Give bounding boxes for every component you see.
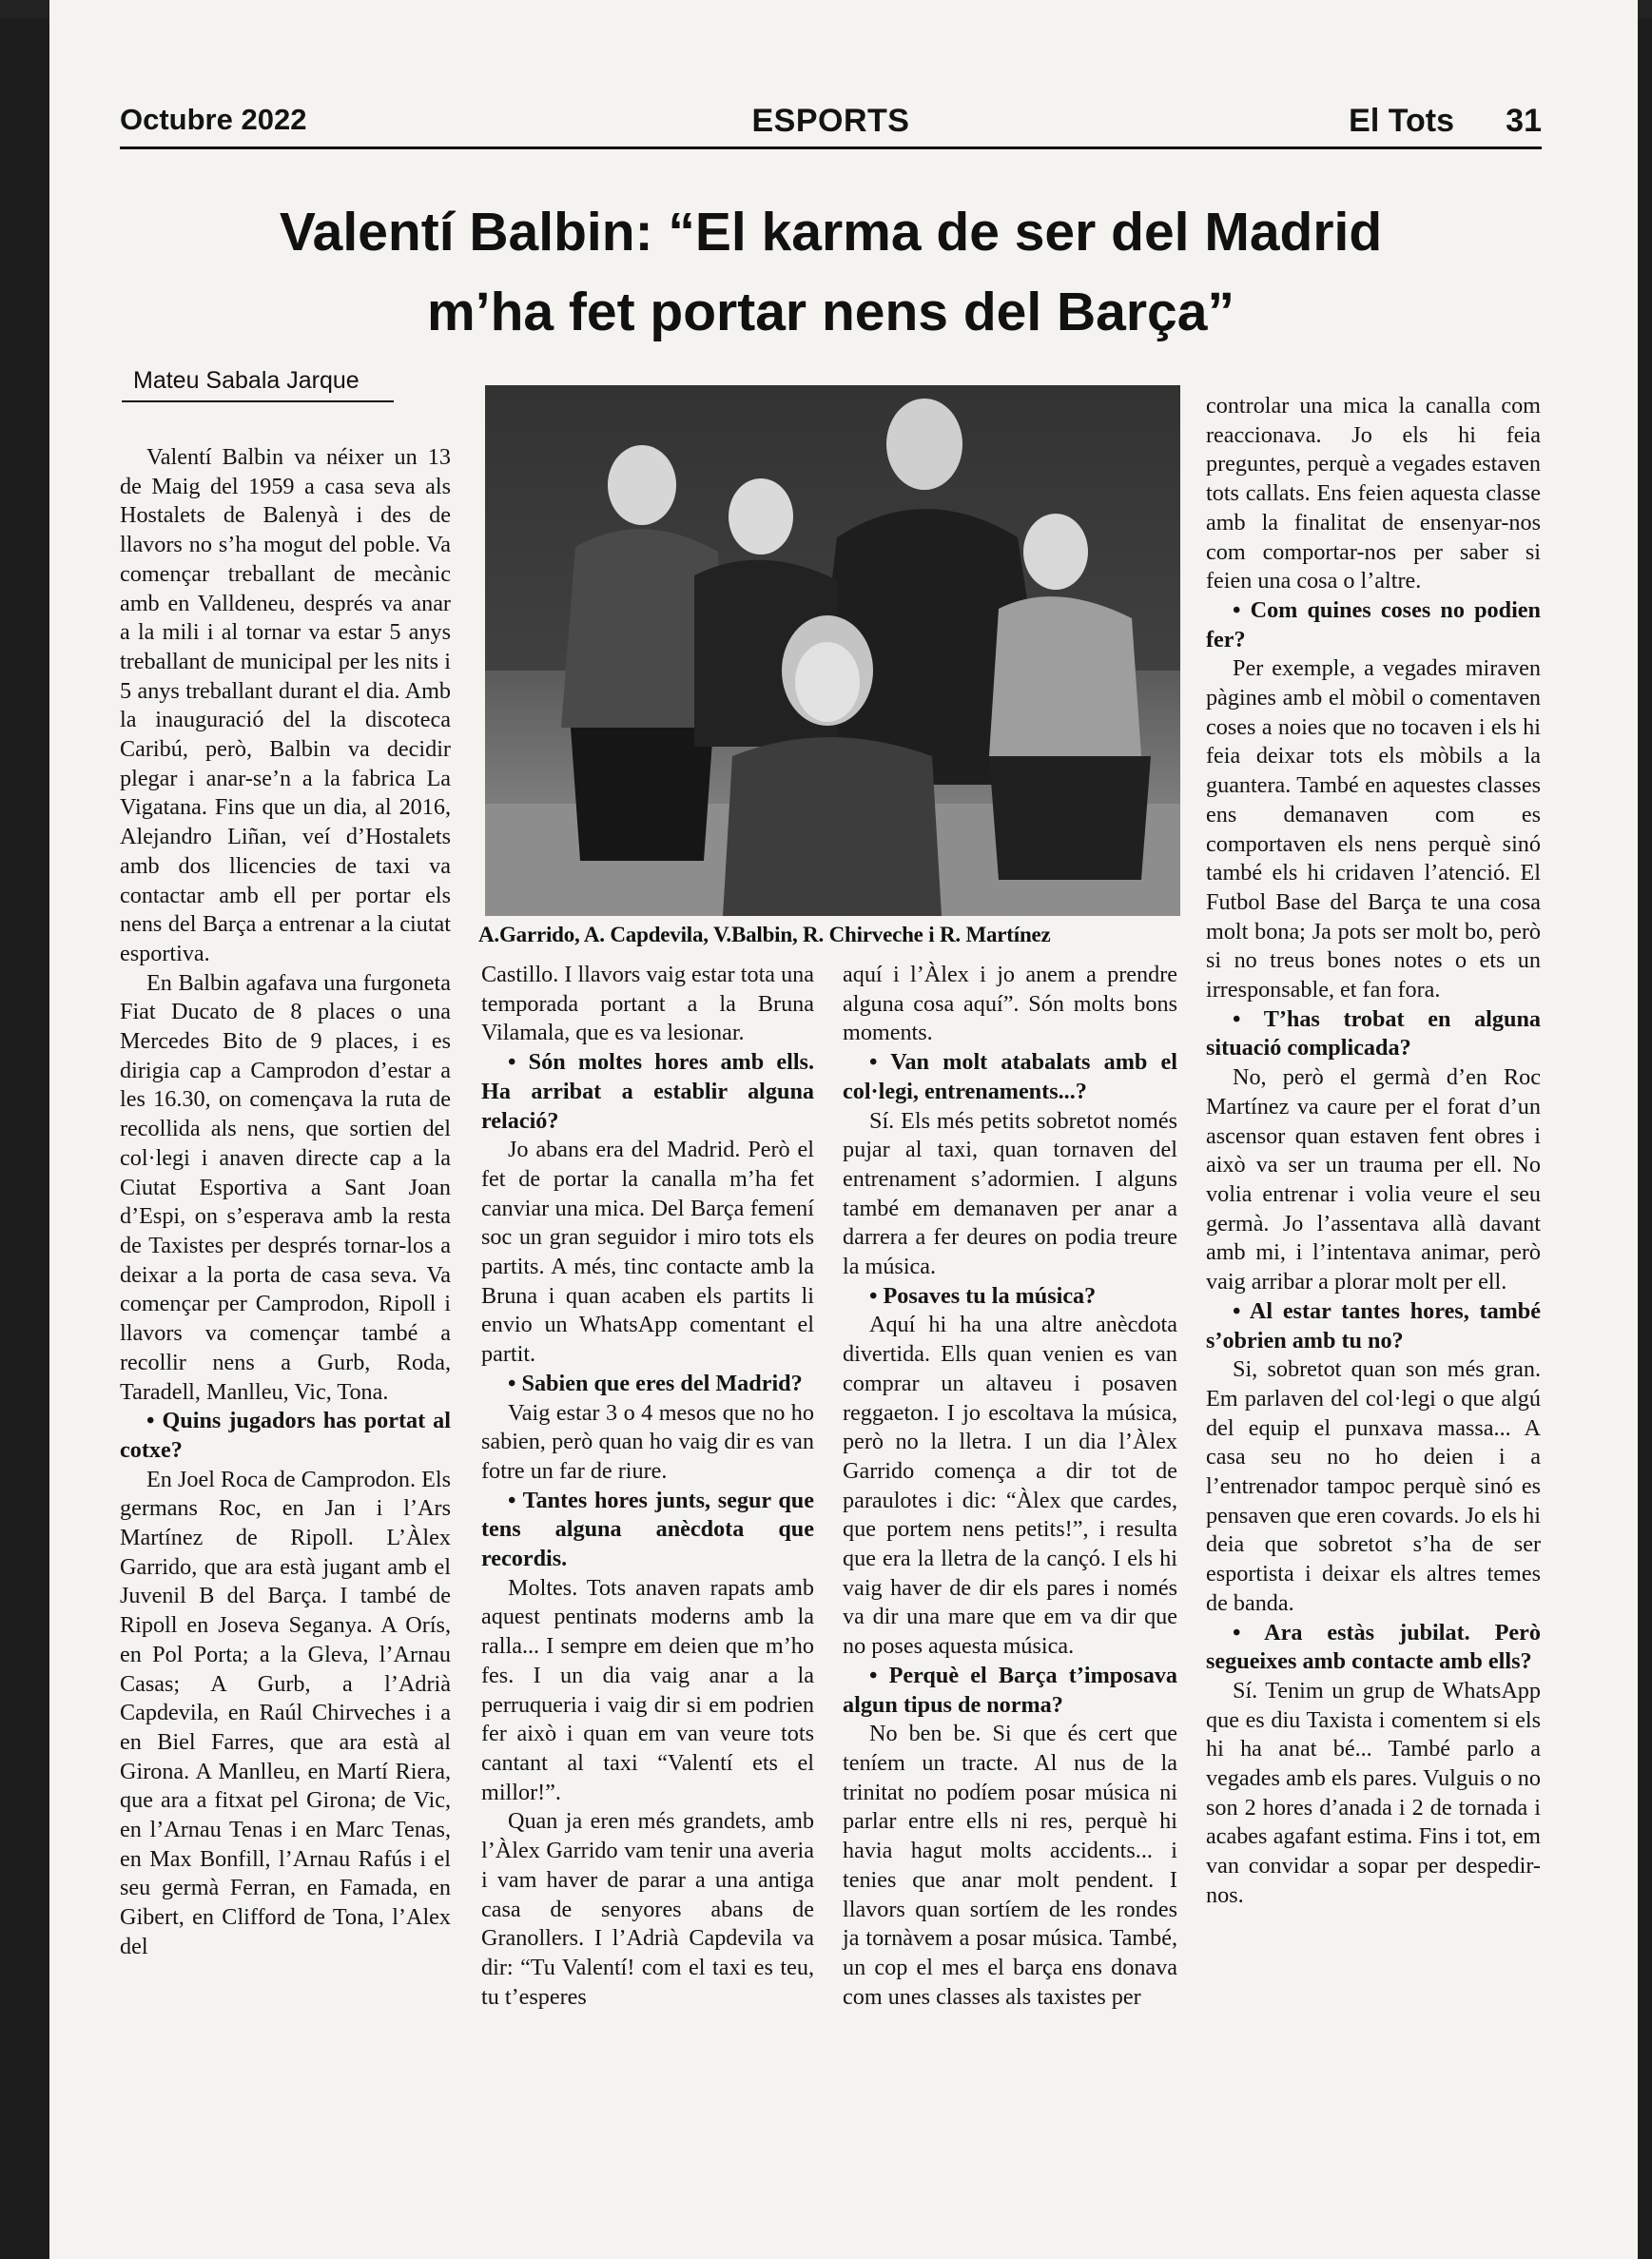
interview-question: • Perquè el Barça t’imposava algun tipus de norma? [843,1662,1177,1718]
headline-line-2: m’ha fet portar nens del Barça” [427,282,1234,342]
magazine-name: El Tots [1349,103,1454,139]
page-number: 31 [1506,103,1542,139]
body-paragraph: No ben be. Si que és cert que teníem un tracte. Al nus de la trinitat no podíem posar música ni parlar entre ells ni res, perquè hi havia hagut molts accidents... i tenies que anar molt pendent. I llavors quan sortíem de les rondes ja tornàvem a posar música. També, un cop el mes el barça ens donava com unes classes als taxistes per [843,1721,1177,2010]
photo-caption: A.Garrido, A. Capdevila, V.Balbin, R. Chirveche i R. Martínez [478,923,1051,946]
body-paragraph: Quan ja eren més grandets, amb l’Àlex Garrido vam tenir una averia i vam haver de parar a una antiga casa de senyores abans de Granollers. I l’Adrià Capdevila va dir: “Tu Valentí! com el taxi es teu, tu t’esperes [481,1808,814,2010]
body-paragraph: Si, sobretot quan son més gran. Em parlaven del col·legi o que algú del equip el punxava massa... A casa seu no ho deien i a l’entrenador tampoc perquè sinó es pensaven que eren covards. Jo els hi deia que sobretot s’ha de ser esportista i deixar els altres temes de banda. [1206,1356,1541,1616]
interview-question: • Posaves tu la música? [869,1282,1097,1309]
body-paragraph: Per exemple, a vegades miraven pàgines amb el mòbil o comentaven coses a noies que no tocaven i els hi feia deixar tots els mòbils a la guantera. També en aquestes classes ens demanaven com es comportaven els nens perquè sinó també els hi cridaven l’atenció. El Futbol Base del Barça te una cosa molt bona; Ja pots ser molt bo, però si no treus bones notes o ets un irresponsable, et fan fora. [1206,655,1541,1003]
body-paragraph: Castillo. I llavors vaig estar tota una temporada portant a la Bruna Vilamala, que es va lesionar. [481,962,814,1046]
interview-question: • Són moltes hores amb ells. Ha arribat a establir alguna relació? [481,1049,814,1134]
photo-illustration [485,385,1180,916]
section-title: ESPORTS [751,103,910,139]
article-column-4 [1206,392,1541,1911]
group-photo [485,385,1180,916]
byline-underline [122,400,394,402]
body-paragraph: controlar una mica la canalla com reaccionava. Jo els hi feia preguntes, perquè a vegades estaven tots callats. Ens feien aquesta classe amb la finalitat de ensenyar-nos com comportar-nos per saber si feien una cosa o l’altre. [1206,393,1541,594]
author-byline: Mateu Sabala Jarque [133,367,360,394]
interview-question: • Sabien que eres del Madrid? [508,1370,803,1396]
body-paragraph: Sí. Els més petits sobretot només pujar al taxi, quan tornaven del entrenament s’adormien. I alguns també em demanaven per anar a darrera a fer deures on podia treure la música. [843,1107,1177,1280]
header-rule [120,146,1542,149]
body-paragraph: aquí i l’Àlex i jo anem a prendre alguna cosa aquí”. Són molts bons moments. [843,962,1177,1046]
body-paragraph: No, però el germà d’en Roc Martínez va caure per el forat d’un ascensor quan estaven fent obres i això va ser un trauma per ell. No volia entrenar i volia veure el seu germà. Jo l’assentava allà davant amb mi, i l’intentava animar, però vaig arribar a plorar molt per ell. [1206,1064,1541,1295]
article-column-3 [843,961,1177,2012]
body-paragraph: Moltes. Tots anaven rapats amb aquest pentinats moderns amb la ralla... I sempre em deien que m’ho fes. I un dia vaig anar a la perruqueria i vaig dir si em podrien fer això i quan em van veure tots cantant al taxi “Valentí ets el millor!”. [481,1574,814,1805]
interview-question: • Van molt atabalats amb el col·legi, entrenaments...? [843,1049,1177,1104]
body-paragraph: En Balbin agafava una furgoneta Fiat Ducato de 8 places o una Mercedes Bito de 9 places, i es dirigia cap a Camprodon d’estar a les 16.30, on començava la ruta de recollida als nens, que sortien del col·legi i anaven directe cap a la Ciutat Esportiva a Sant Joan d’Espi, on s’esperava amb la resta de Taxistes per després tornar-los a deixar a la porta de casa seva. Va començar per Camprodon, Ripoll i llavors va començar també a recollir nens a Gurb, Roda, Taradell, Manlleu, Vic, Tona. [120,969,451,1405]
body-paragraph: En Joel Roca de Camprodon. Els germans Roc, en Jan i l’Ars Martínez de Ripoll. L’Àlex Garrido, que ara està jugant amb el Juvenil B del Barça. I també de Ripoll en Joseva Seganya. A Orís, en Pol Porta; a la Gleva, l’Arnau Casas; A Gurb, a l’Adrià Capdevila, en Raúl Chirveches i a en Biel Farres, que ara està al Girona. A Manlleu, en Martí Riera, que ara a fitxat pel Girona; de Vic, en l’Arnau Tenas i en Marc Tenas, en Max Bonfill, l’Arnau Rafús i el seu germà Ferran, en Famada, en Gibert, en Clifford de Tona, l’Alex del [120,1466,451,1959]
interview-question: • T’has trobat en alguna situació complicada? [1206,1005,1541,1061]
body-paragraph: Aquí hi ha una altre anècdota divertida. Ells quan venien es van comprar un altaveu i posaven reggaeton. I jo escoltava la música, però no la lletra. I un dia l’Àlex Garrido comença a dir tot de paraulotes i dic: “Àlex que cardes, que portem nens petits!”, i resulta que era la lletra de la cançó. I els hi vaig haver de dir els pares i només va dir una mare que em va dir que no poses aquesta música. [843,1312,1177,1660]
article-column-1 [120,443,451,1962]
interview-question: • Com quines coses no podien fer? [1206,596,1541,652]
body-paragraph: Jo abans era del Madrid. Però el fet de portar la canalla m’ha fet canviar una mica. Del Barça femení soc un gran seguidor i miro tots els partits. A més, tinc contacte amb la Bruna i quan acaben els partits li envio un WhatsApp comentant el partit. [481,1137,814,1368]
interview-question: • Quins jugadors has portat al cotxe? [120,1408,451,1463]
issue-date: Octubre 2022 [120,103,307,136]
interview-question: • Tantes hores junts, segur que tens alguna anècdota que recordis. [481,1487,814,1572]
article-headline [120,192,1542,352]
article-column-2 [481,961,814,2012]
interview-question: • Al estar tantes hores, també s’obrien amb tu no? [1206,1297,1541,1353]
body-paragraph: Sí. Tenim un grup de WhatsApp que es diu Taxista i comentem si els hi ha anat bé... També parlo a vegades amb els pares. Vulguis o no son 2 hores d’anada i 2 de tornada i acabes agafant estima. Fins i tot, em van convidar a sopar per despedir-nos. [1206,1677,1541,1908]
headline-line-1: Valentí Balbin: “El karma de ser del Madrid [279,202,1383,263]
body-paragraph: Valentí Balbin va néixer un 13 de Maig del 1959 a casa seva als Hostalets de Balenyà i des de llavors no s’ha mogut del poble. Va començar treballant de mecànic amb en Valldeneu, després va anar a la mili i al tornar va estar 5 anys treballant de municipal per les nits i 5 anys treballant durant el dia. Amb la inauguració del la discoteca Caribú, però, Balbin va decidir plegar i anar-se’n a la fabrica La Vigatana. Fins que un dia, al 2016, Alejandro Liñan, veí d’Hostalets amb dos llicencies de taxi va contactar amb ell per portar els nens del Barça a entrenar a la ciutat esportiva. [120,444,451,966]
interview-question: • Ara estàs jubilat. Però segueixes amb contacte amb ells? [1206,1619,1541,1675]
body-paragraph: Vaig estar 3 o 4 mesos que no ho sabien, però quan ho vaig dir es van fotre un far de riure. [481,1399,814,1484]
page-header [120,103,1542,148]
